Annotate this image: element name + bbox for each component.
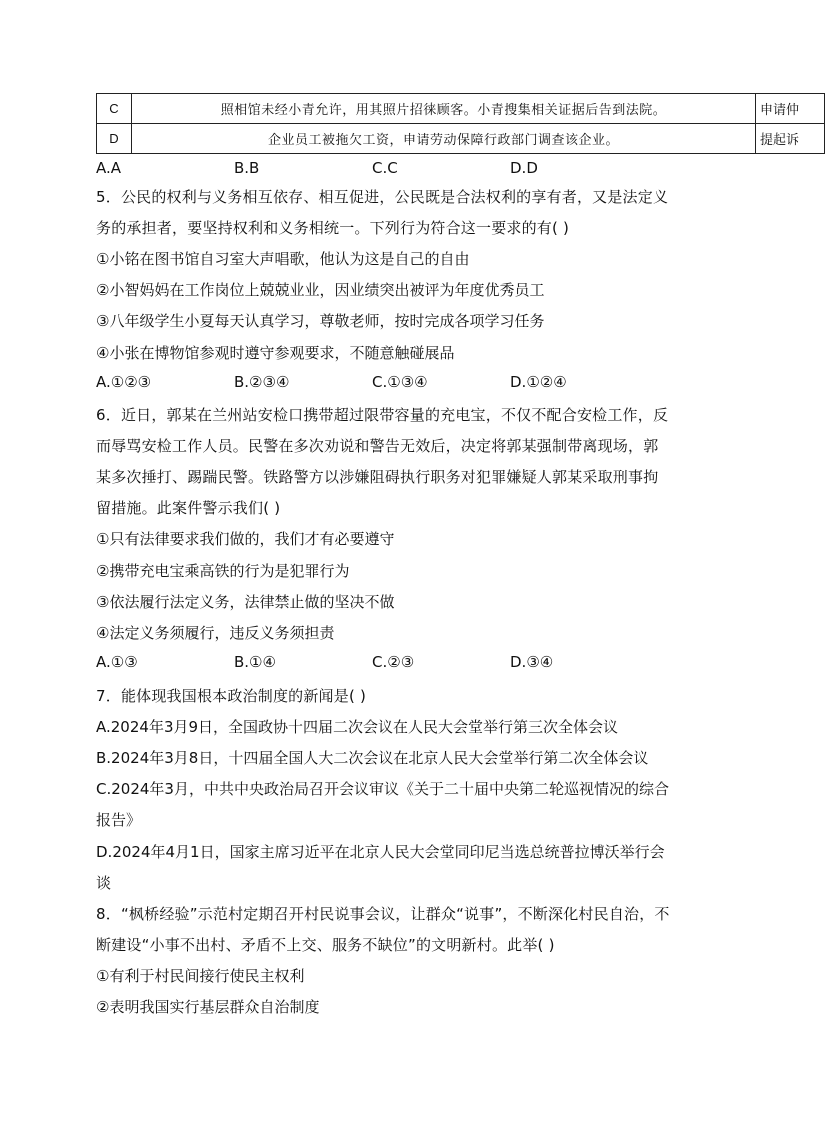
q5-stem-line: 5．公民的权利与义务相互依存、相互促进，公民既是合法权利的享有者，又是法定义 <box>96 188 669 206</box>
option-a[interactable]: A.①②③ <box>96 373 152 391</box>
q8-statement: ①有利于村民间接行使民主权利 <box>96 967 305 985</box>
option-a[interactable]: A.①③ <box>96 653 138 671</box>
row-label: C <box>97 94 132 124</box>
q7-option-d[interactable]: D.2024年4月1日，国家主席习近平在北京人民大会堂同印尼当选总统普拉博沃举行会 <box>96 843 665 861</box>
q6-statement: ②携带充电宝乘高铁的行为是犯罪行为 <box>96 562 350 580</box>
option-b[interactable]: B.②③④ <box>234 373 290 391</box>
q8-stem-line: 8．“枫桥经验”示范村定期召开村民说事会议，让群众“说事”，不断深化村民自治，不 <box>96 905 670 923</box>
q6-options <box>96 653 696 675</box>
q7-option-a[interactable]: A.2024年3月9日，全国政协十四届二次会议在人民大会堂举行第三次全体会议 <box>96 718 619 736</box>
option-b[interactable]: B.①④ <box>234 653 276 671</box>
q7-option-b[interactable]: B.2024年3月8日，十四届全国人大二次会议在北京人民大会堂举行第二次全体会议 <box>96 749 649 767</box>
q5-statement: ②小智妈妈在工作岗位上兢兢业业，因业绩突出被评为年度优秀员工 <box>96 281 545 299</box>
table-row <box>97 94 825 124</box>
option-d[interactable]: D.D <box>510 159 538 177</box>
row-result: 提起诉 <box>756 124 825 154</box>
q6-statement: ④法定义务须履行，违反义务须担责 <box>96 624 335 642</box>
q4-options <box>96 159 696 181</box>
option-b[interactable]: B.B <box>234 159 260 177</box>
q5-stem-line: 务的承担者，要坚持权利和义务相统一。下列行为符合这一要求的有( ) <box>96 219 570 237</box>
q8-statement: ②表明我国实行基层群众自治制度 <box>96 998 320 1016</box>
q6-stem-line: 留措施。此案件警示我们( ) <box>96 499 281 517</box>
q7-stem-line: 7．能体现我国根本政治制度的新闻是( ) <box>96 687 367 705</box>
option-a[interactable]: A.A <box>96 159 122 177</box>
case-table <box>96 93 825 154</box>
row-description: 照相馆未经小青允许，用其照片招徕顾客。小青搜集相关证据后告到法院。 <box>132 94 756 124</box>
q5-statement: ③八年级学生小夏每天认真学习，尊敬老师，按时完成各项学习任务 <box>96 312 545 330</box>
q6-stem-line: 某多次捶打、踢踹民警。铁路警方以涉嫌阻碍执行职务对犯罪嫌疑人郭某采取刑事拘 <box>96 468 659 486</box>
row-label: D <box>97 124 132 154</box>
q6-statement: ①只有法律要求我们做的，我们才有必要遵守 <box>96 530 395 548</box>
q5-statement: ①小铭在图书馆自习室大声唱歌，他认为这是自己的自由 <box>96 250 470 268</box>
option-d[interactable]: D.①②④ <box>510 373 567 391</box>
q7-option-d-continued: 谈 <box>96 874 112 892</box>
option-c[interactable]: C.②③ <box>372 653 415 671</box>
q5-options <box>96 373 696 395</box>
q6-stem-line: 6．近日，郭某在兰州站安检口携带超过限带容量的充电宝，不仅不配合安检工作，反 <box>96 406 669 424</box>
q7-option-c-continued: 报告》 <box>96 811 142 829</box>
option-c[interactable]: C.C <box>372 159 398 177</box>
row-description: 企业员工被拖欠工资，申请劳动保障行政部门调查该企业。 <box>132 124 756 154</box>
q7-option-c[interactable]: C.2024年3月，中共中央政治局召开会议审议《关于二十届中央第二轮巡视情况的综合 <box>96 780 669 798</box>
option-d[interactable]: D.③④ <box>510 653 554 671</box>
q6-stem-line: 而辱骂安检工作人员。民警在多次劝说和警告无效后，决定将郭某强制带离现场，郭 <box>96 437 659 455</box>
q6-statement: ③依法履行法定义务，法律禁止做的坚决不做 <box>96 593 395 611</box>
q8-stem-line: 断建设“小事不出村、矛盾不上交、服务不缺位”的文明新村。此举( ) <box>96 936 555 954</box>
q5-statement: ④小张在博物馆参观时遵守参观要求，不随意触碰展品 <box>96 344 455 362</box>
row-result: 申请仲 <box>756 94 825 124</box>
option-c[interactable]: C.①③④ <box>372 373 428 391</box>
table-row <box>97 124 825 154</box>
